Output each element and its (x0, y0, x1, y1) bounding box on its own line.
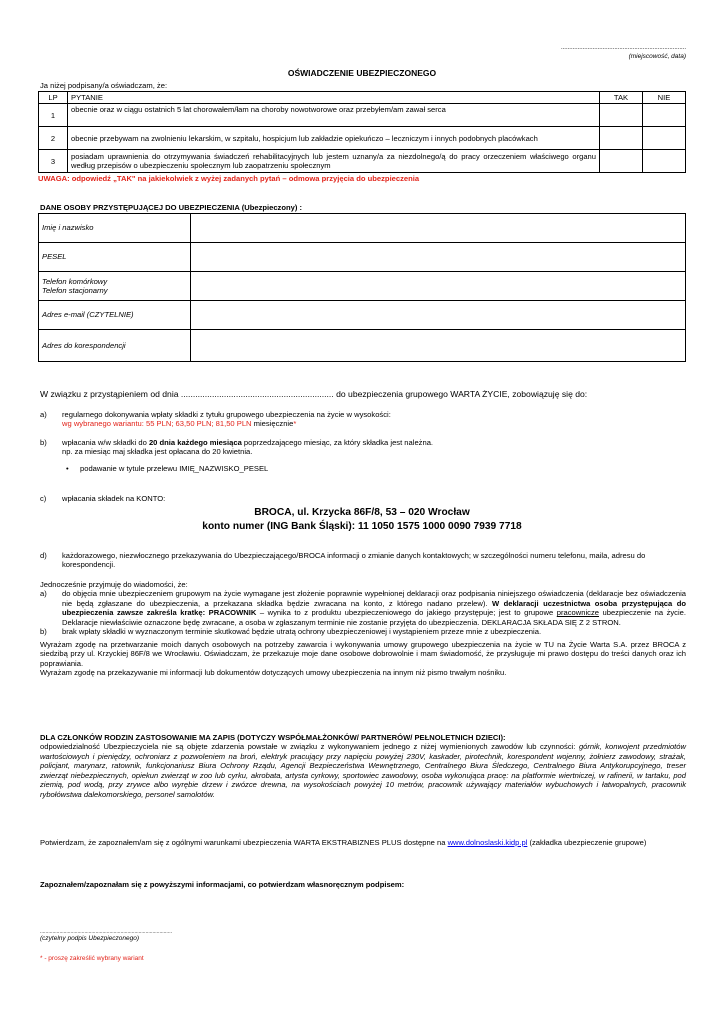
commitment-a-text: regularnego dokonywania wpłaty składki z tytułu grupowego ubezpieczenia na życie w wysokości: (62, 410, 391, 419)
commitment-b-body (62, 438, 433, 473)
personal-field-row (39, 301, 686, 330)
field-label: PESEL (39, 243, 191, 272)
account-number: konto numer (ING Bank Śląski): 11 1050 1575 1000 0090 7939 7718 (202, 521, 522, 533)
field-label-landline: Telefon stacjonarny (42, 286, 108, 295)
b-text-bold: 20 dnia każdego miesiąca (148, 438, 242, 447)
signature-block (40, 929, 240, 943)
question-row (39, 104, 686, 127)
field-label: Imię i nazwisko (39, 214, 191, 243)
document-title: OŚWIADCZENIE UBEZPIECZONEGO (287, 68, 437, 78)
commitment-a-variants-line (62, 419, 391, 428)
question-text: posiadam uprawnienia do otrzymywania świadczeń rehabilitacyjnych lub jestem uznany/a za niezdolnego/ą do pracy orzeczeniem właściwego organu według przepisów o ubezpieczeniu społecznym lub zaopatrzeniu społecznym (68, 150, 600, 173)
item-label: d) (40, 551, 47, 560)
commitment-c-text: wpłacania składek na KONTO: (62, 494, 166, 503)
ack-a-text2-pre: – wynika to z produktu ubezpieczeniowego do jakiego przystępuje; jest to grupowe (256, 608, 557, 618)
commitment-b-text (62, 438, 433, 447)
bullet-text: podawanie w tytule przelewu IMIĘ_NAZWISKO_PESEL (80, 463, 269, 473)
personal-field-row (39, 272, 686, 301)
personal-data-section (38, 213, 686, 362)
questions-section (38, 91, 686, 184)
question-header: PYTANIE (68, 92, 600, 104)
family-section (40, 733, 686, 799)
signature-line[interactable]: ............................................................................................... (40, 929, 172, 935)
warning-text: UWAGA: odpowiedź „TAK" na jakiekolwiek z wyżej zadanych pytań – odmowa przyjęcia do ubezpieczenia (38, 174, 420, 184)
question-row (39, 127, 686, 150)
family-text-pre: odpowiedzialność Ubezpieczyciela nie są objęte zdarzenia powstałe w związku z wykonywaniem jednego z niżej wymienionych zawodów lub czynności: (40, 742, 579, 752)
no-checkbox[interactable] (643, 127, 686, 150)
item-label: a) (40, 589, 47, 599)
acknowledge-b (40, 627, 686, 636)
field-label (39, 272, 191, 301)
acknowledge-a (40, 589, 686, 627)
ack-a-bold: W deklaracji uczestnictwa osoba przystępująca do ubezpieczenia zawsze zakreśla kratkę: PRACOWNIK (62, 598, 686, 618)
place-date-line: ........................................................................... (560, 45, 686, 51)
family-heading: DLA CZŁONKÓW RODZIN ZASTOSOWANIE MA ZAPIS (DOTYCZY WSPÓŁMAŁŻONKÓW/ PARTNERÓW/ PEŁNOLETNICH DZIECI): (40, 733, 506, 742)
ack-a-text2-post: ubezpieczenie na życie. Deklaracje niewłaściwie oznaczone będę zwracane, a osoba w zgłaszanym terminie nie zostanie przyjęta do ubezpieczenia. DEKLARACJA SKŁADA SIĘ Z 2 STRON. (62, 608, 686, 627)
terms-confirmation (40, 838, 686, 847)
item-label: c) (40, 494, 47, 503)
personal-field-row (39, 214, 686, 243)
acknowledge-section (40, 580, 686, 678)
commitment-lead: W związku z przystąpieniem od dnia ................................................................ do ubezpieczenia grupowego WARTA ŻYCIE, zobowiązuję się do: (40, 389, 588, 399)
ack-a-text2-underlined: pracownicze (556, 608, 599, 618)
yes-checkbox[interactable] (600, 127, 643, 150)
commitment-b-bullet (66, 464, 433, 473)
place-date-label: (miejscowość, data) (628, 52, 686, 60)
commitment-b-example: np. za miesiąc maj składka jest opłacana do 20 kwietnia. (62, 447, 253, 457)
yes-header: TAK (600, 92, 643, 104)
b-text-pre: wpłacania w/w składki do (62, 438, 149, 447)
commitment-d-text: każdorazowego, niezwłocznego przekazywania do Ubezpieczającego/BROCA informacji o zmianie danych kontaktowych; w szczególności numeru telefonu, maila, adresu do korespondencji. (62, 551, 646, 570)
no-header: NIE (643, 92, 686, 104)
commitment-b (40, 438, 686, 473)
confirm-text-post: (zakładka ubezpieczenie grupowe) (527, 838, 647, 847)
account-address: BROCA, ul. Krzycka 86F/8, 53 – 020 Wrocław (254, 507, 470, 518)
family-occupations: górnik, konwojent przedmiotów wartościowych i pieniędzy, ochroniarz z pozwoleniem na broń, elektryk pracujący przy napięciu powyżej 230V, kaskader, pirotechnik, korespondent wojenny, żołnierz zawodowy, strażak, policjant, marynarz, ratownik, funkcjonariusz Biura Ochrony Rządu, Agencji Bezpieczeństwa Wewnętrznego, Centralnego Biura Śledczego, Centralnego Biura Antykorupcyjnego, treser zwierząt niebezpiecznych, opiekun zwierząt w zoo lub cyrku, akrobata, artysta cyrkowy, sportowiec zawodowy, osoba wykonująca pracę: na platformie wiertniczej, w rafinerii, w tartaku, pod ziemią, pod wodą, przy zrywce albo wyrębie drzew i zwózce drewna, na wysokościach powyżej 10 metrów, pracownik używający materiałów wybuchowych i łatwopalnych, pracownik rybołówstwa dalekomorskiego, personel samolotów. (40, 742, 686, 799)
ack-a-text: do objęcia mnie ubezpieczeniem grupowym na życie wymagane jest złożenie poprawnie wypełnionej deklaracji oraz podpisania niniejszego oświadczenia (deklaracje bez oświadczenia nie będą zgłaszane do ubezpieczenia, a przekazana składka będzie zwracana na konto, z którego nadano przelew). (62, 589, 686, 608)
variants-star: * (293, 419, 297, 429)
final-statement: Zapoznałem/zapoznałam się z powyższymi informacjami, co potwierdzam własnoręcznym podpisem: (40, 880, 405, 889)
commitment-d (40, 551, 686, 570)
consent-durable-medium: Wyrażam zgodę na przekazywanie mi informacji lub dokumentów dotyczących umowy ubezpieczenia na innym niż pismo trwałym nośniku. (40, 668, 507, 678)
question-text: obecnie oraz w ciągu ostatnich 5 lat chorowałem/łam na choroby nowotworowe oraz przebyłem/am zawał serca (68, 104, 600, 127)
personal-field-row (39, 243, 686, 272)
acknowledge-lead: Jednocześnie przyjmuję do wiadomości, że: (40, 580, 188, 589)
lp-header: LP (39, 92, 68, 104)
bullet-icon: • (66, 463, 69, 473)
questions-table (38, 91, 686, 173)
signature-label: (czytelny podpis Ubezpieczonego) (40, 935, 139, 943)
question-number: 3 (39, 150, 68, 173)
questions-header-row (39, 92, 686, 104)
address-input[interactable] (191, 330, 686, 362)
item-label: b) (40, 438, 47, 447)
yes-checkbox[interactable] (600, 104, 643, 127)
yes-checkbox[interactable] (600, 150, 643, 173)
question-row (39, 150, 686, 173)
pesel-input[interactable] (191, 243, 686, 272)
account-block (38, 506, 686, 535)
email-input[interactable] (191, 301, 686, 330)
question-number: 1 (39, 104, 68, 127)
question-number: 2 (39, 127, 68, 150)
family-text (40, 742, 686, 799)
intro-text: Ja niżej podpisany/a oświadczam, że: (40, 81, 168, 90)
personal-field-row (39, 330, 686, 362)
confirm-text-pre: Potwierdzam, że zapoznałem/am się z ogólnymi warunkami ubezpieczenia WARTA EKSTRABIZNES PLUS dostępne na (40, 838, 448, 847)
phone-input[interactable] (191, 272, 686, 301)
b-text-post: poprzedzającego miesiąc, za który składka jest należna. (241, 438, 434, 447)
consent-data-processing: Wyrażam zgodę na przetwarzanie moich danych osobowych na potrzeby zawarcia i wykonywania umowy grupowego ubezpieczenia na życie w TU na Życie Warta S.A. przez BROCA z siedzibą przy ul. Krzyckiej 86F/8 we Wrocławiu. Oświadczam, że przekazuje moje dane osobowe dobrowolnie i mam świadomość, że przysługuje mi prawo dostępu do treści danych oraz ich poprawiania. (40, 639, 686, 668)
personal-data-table (38, 213, 686, 362)
variants-suffix: miesięcznie (251, 419, 294, 429)
field-label: Adres e-mail (CZYTELNIE) (39, 301, 191, 330)
commitment-c (40, 494, 686, 503)
item-label: b) (40, 627, 47, 637)
field-label-mobile: Telefon komórkowy (42, 276, 108, 286)
no-checkbox[interactable] (643, 104, 686, 127)
item-label: a) (40, 410, 47, 419)
commitment-a-body (62, 410, 391, 429)
variants-text: wg wybranego wariantu: 55 PLN; 63,50 PLN; 81,50 PLN (62, 419, 252, 429)
no-checkbox[interactable] (643, 150, 686, 173)
place-date-block (498, 45, 686, 61)
field-label: Adres do korespondencji (39, 330, 191, 362)
question-text: obecnie przebywam na zwolnieniu lekarskim, w szpitalu, hospicjum lub zakładzie opiekuńczo – leczniczym i innych podobnych placówkach (68, 127, 600, 150)
acknowledge-b-text: brak wpłaty składki w wyznaczonym terminie skutkować będzie utratą ochrony ubezpieczeniowej i wystąpieniem przeze mnie z ubezpieczenia. (62, 627, 542, 637)
acknowledge-a-text (62, 589, 686, 627)
terms-link[interactable]: www.dolnoslaski.kidp.pl (447, 838, 528, 847)
commitment-a (40, 410, 686, 429)
personal-heading: DANE OSOBY PRZYSTĘPUJĄCEJ DO UBEZPIECZENIA (Ubezpieczony) : (40, 203, 303, 212)
footnote: * - proszę zakreślić wybrany wariant (40, 955, 144, 962)
name-input[interactable] (191, 214, 686, 243)
